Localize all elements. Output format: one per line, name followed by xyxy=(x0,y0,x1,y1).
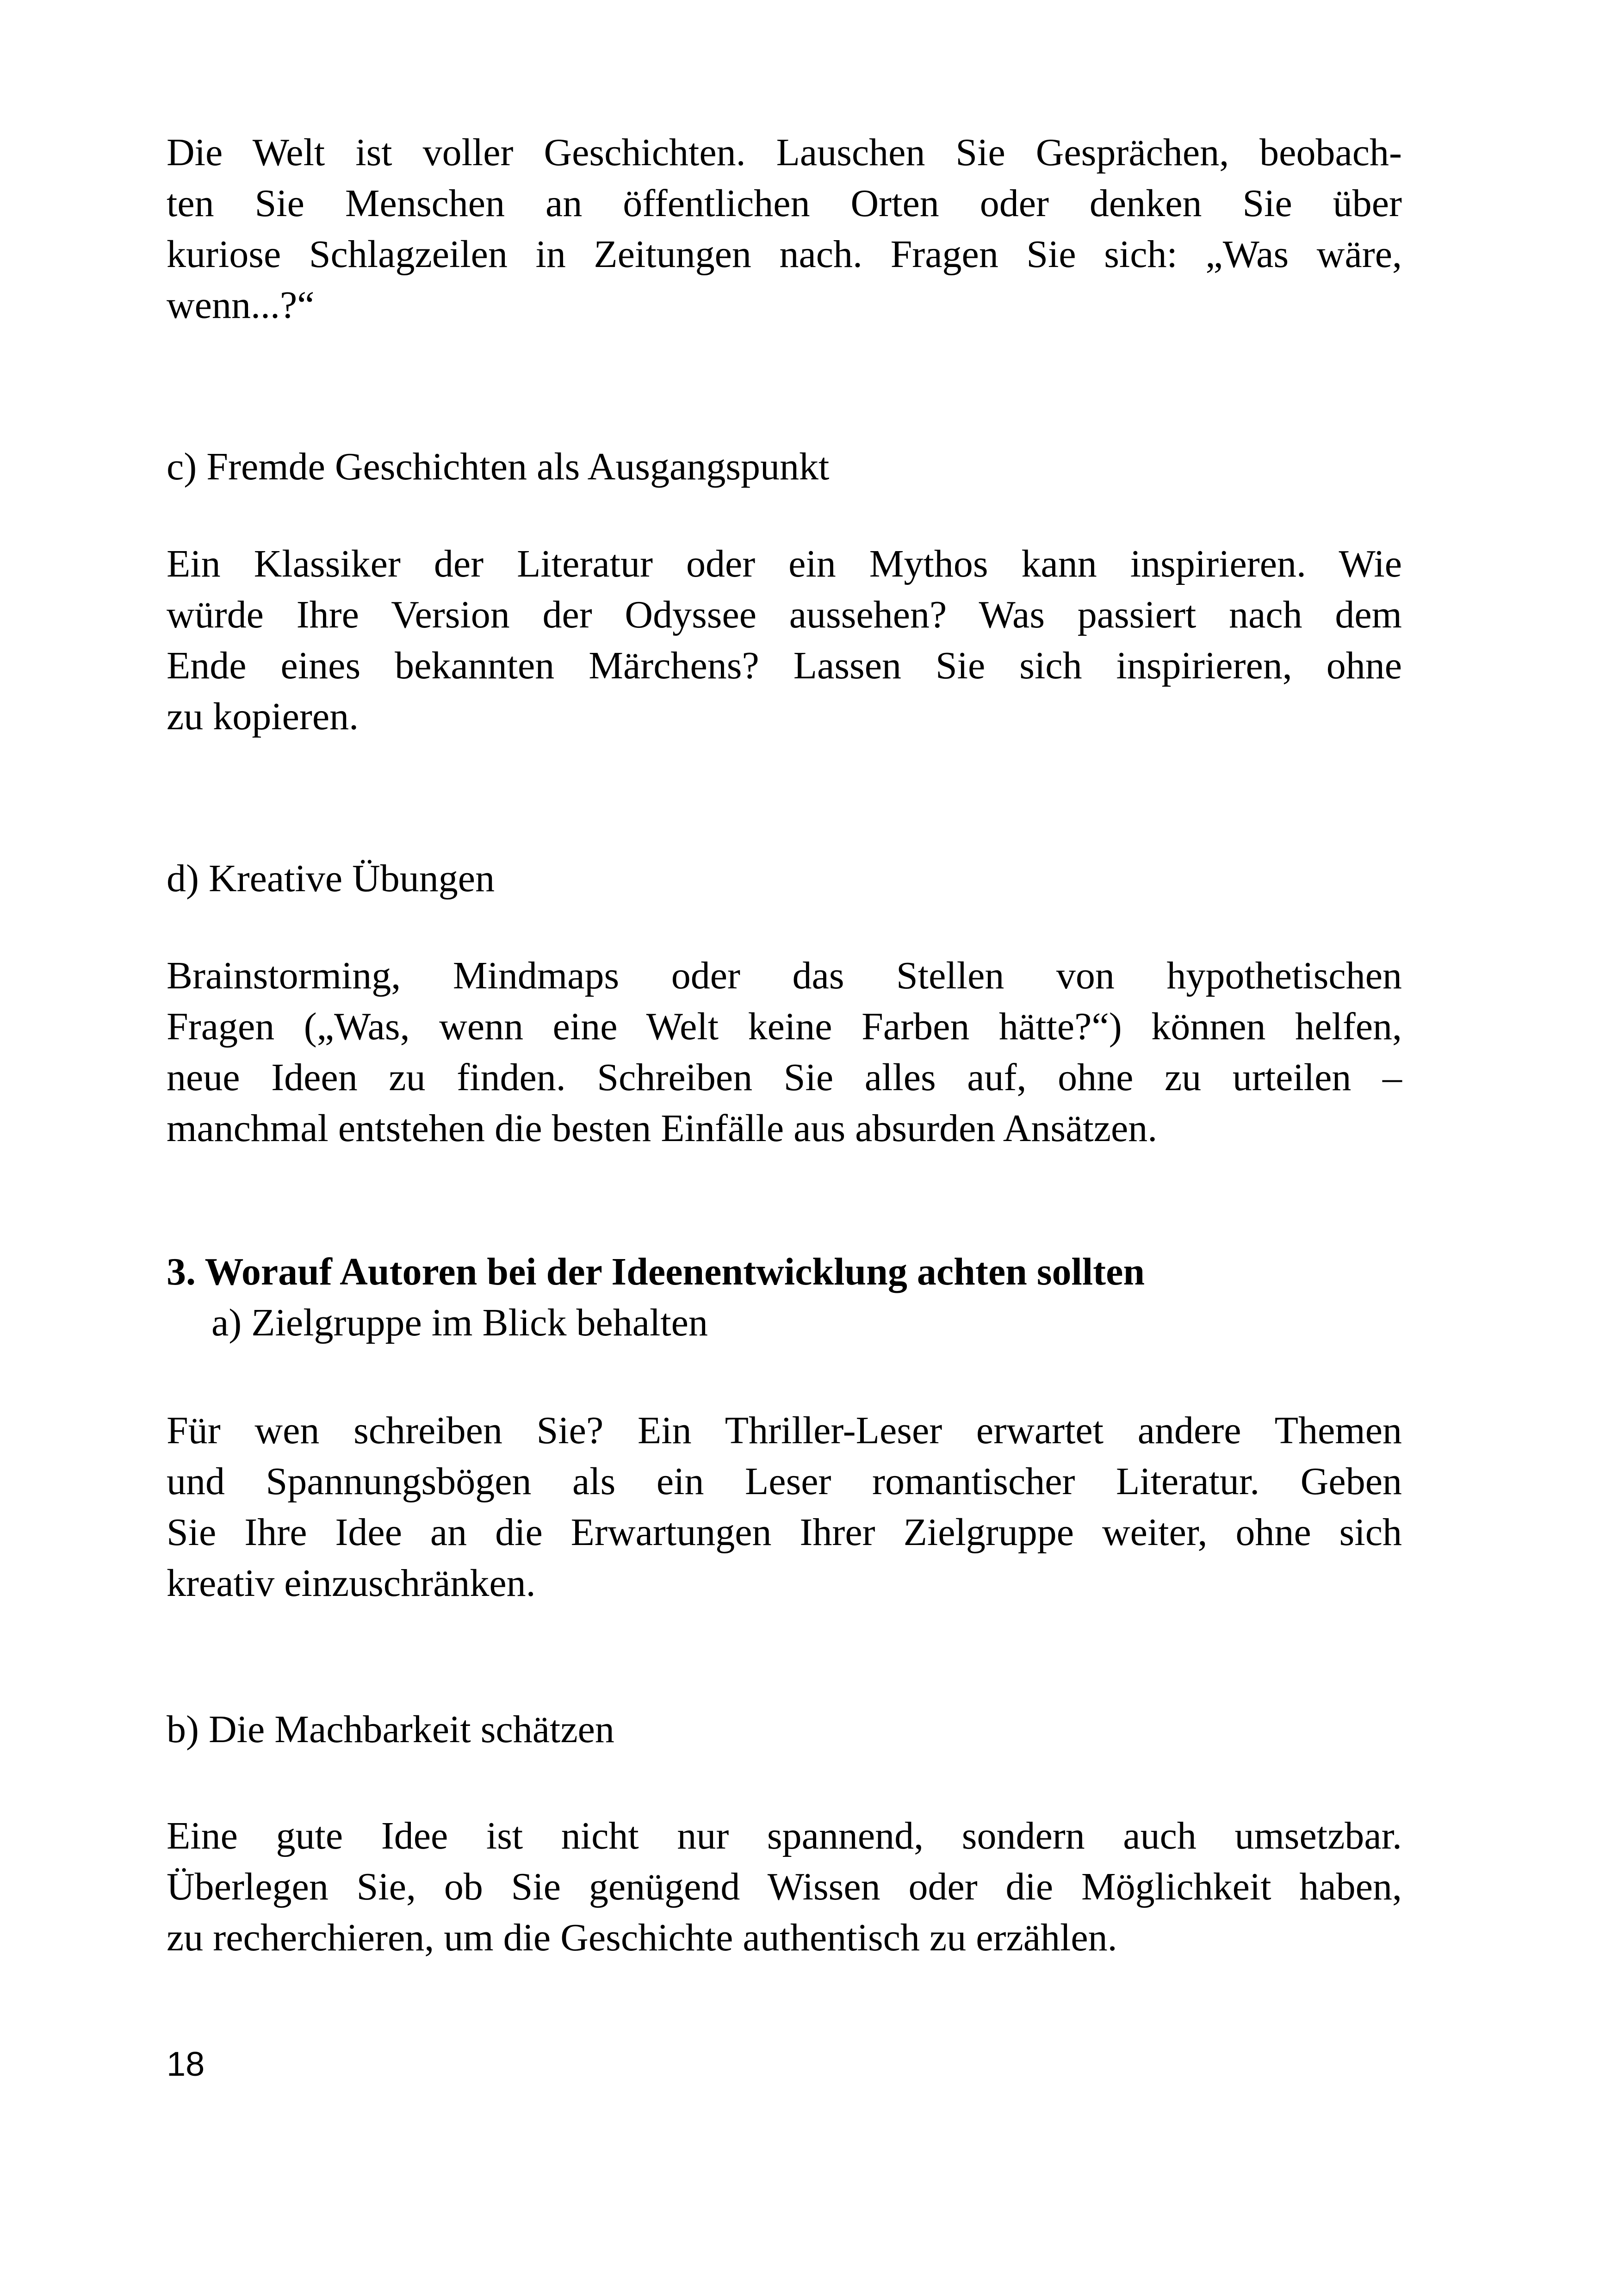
text-line: Eine gute Idee ist nicht nur spannend, sondern auch umsetzbar. xyxy=(167,1814,1402,1857)
paragraph-creative-exercises xyxy=(167,950,1402,1154)
text-line: Die Welt ist voller Geschichten. Lauschen Sie Gesprächen, beobach- xyxy=(167,131,1402,174)
text-line: Fragen („Was, wenn eine Welt keine Farben hätte?“) können helfen, xyxy=(167,1005,1402,1048)
paragraph-target-audience xyxy=(167,1405,1402,1609)
paragraph-foreign-stories xyxy=(167,539,1402,742)
text-line: Ein Klassiker der Literatur oder ein Mythos kann inspirieren. Wie xyxy=(167,542,1402,585)
text-line: kreativ einzuschränken. xyxy=(167,1562,536,1605)
text-line: Brainstorming, Mindmaps oder das Stellen von hypothetischen xyxy=(167,954,1402,997)
text-line: Überlegen Sie, ob Sie genügend Wissen oder die Möglichkeit haben, xyxy=(167,1865,1402,1908)
page-number: 18 xyxy=(167,2045,205,2083)
section-heading-b: b) Die Machbarkeit schätzen xyxy=(167,1708,614,1751)
text-line: manchmal entstehen die besten Einfälle aus absurden Ansätzen. xyxy=(167,1107,1158,1150)
text-line: Sie Ihre Idee an die Erwartungen Ihrer Zielgruppe weiter, ohne sich xyxy=(167,1511,1402,1554)
text-line: würde Ihre Version der Odyssee aussehen? Was passiert nach dem xyxy=(167,593,1402,636)
text-line: zu kopieren. xyxy=(167,695,359,738)
text-line: neue Ideen zu finden. Schreiben Sie alles auf, ohne zu urteilen – xyxy=(167,1056,1402,1099)
text-line: und Spannungsbögen als ein Leser romantischer Literatur. Geben xyxy=(167,1460,1402,1503)
chapter-heading-3: 3. Worauf Autoren bei der Ideenentwicklung achten sollten xyxy=(167,1250,1145,1293)
text-line: zu recherchieren, um die Geschichte authentisch zu erzählen. xyxy=(167,1916,1117,1959)
text-line: Ende eines bekannten Märchens? Lassen Sie sich inspirieren, ohne xyxy=(167,644,1402,687)
section-heading-d: d) Kreative Übungen xyxy=(167,857,495,900)
subheading-a: a) Zielgruppe im Blick behalten xyxy=(211,1301,708,1344)
text-line: kuriose Schlagzeilen in Zeitungen nach. Fragen Sie sich: „Was wäre, xyxy=(167,233,1402,276)
section-heading-c: c) Fremde Geschichten als Ausgangspunkt xyxy=(167,445,830,488)
paragraph-ideas-everywhere xyxy=(167,127,1402,331)
page-content xyxy=(167,0,1402,2084)
paragraph-feasibility xyxy=(167,1811,1402,1963)
text-line: Für wen schreiben Sie? Ein Thriller-Leser erwartet andere Themen xyxy=(167,1409,1402,1452)
text-line: wenn...?“ xyxy=(167,284,315,327)
text-line: ten Sie Menschen an öffentlichen Orten oder denken Sie über xyxy=(167,182,1402,225)
